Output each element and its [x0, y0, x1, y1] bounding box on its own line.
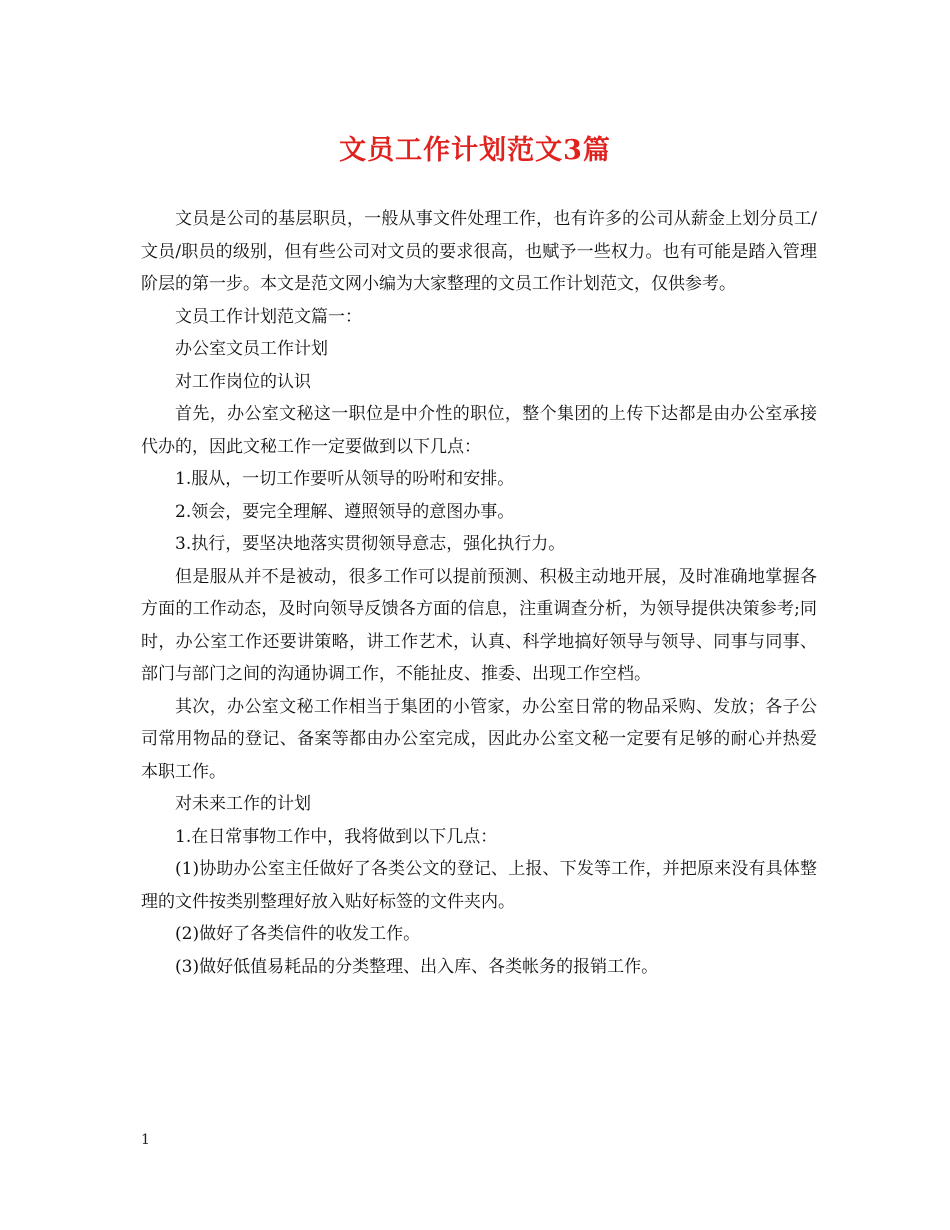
paragraph-second-point: 其次，办公室文秘工作相当于集团的小管家，办公室日常的物品采购、发放；各子公司常用物品的登记、备案等都由办公室完成，因此办公室文秘一定要有足够的耐心并热爱本职工作。: [141, 696, 817, 782]
paragraph-subtitle: 办公室文员工作计划: [175, 339, 328, 359]
paragraph-plan-subitem-2: (2)做好了各类信件的收发工作。: [175, 924, 421, 944]
document-body: [141, 203, 817, 983]
paragraph-list-item-3: 3.执行，要坚决地落实贯彻领导意志，强化执行力。: [175, 534, 566, 554]
paragraph-intro: 文员是公司的基层职员，一般从事文件处理工作，也有许多的公司从薪金上划分员工/文员/职员的级别，但有些公司对文员的要求很高，也赋予一些权力。也有可能是踏入管理阶层的第一步。本文是范文网小编为大家整理的文员工作计划范文，仅供参考。: [141, 209, 817, 294]
paragraph-plan-item-1: 1.在日常事物工作中，我将做到以下几点：: [175, 826, 498, 847]
paragraph-plan-subitem-1: (1)协助办公室主任做好了各类公文的登记、上报、下发等工作，并把原来没有具体整理的文件按类别整理好放入贴好标签的文件夹内。: [141, 859, 817, 912]
paragraph-plan-subitem-3: (3)做好低值易耗品的分类整理、出入库、各类帐务的报销工作。: [175, 956, 659, 977]
paragraph-obedience: 但是服从并不是被动，很多工作可以提前预测、积极主动地开展，及时准确地掌握各方面的工作动态，及时向领导反馈各方面的信息，注重调查分析，为领导提供决策参考;同时，办公室工作还要讲策略，讲工作艺术，认真、科学地搞好领导与领导、同事与同事、部门与部门之间的沟通协调工作，不能扯皮、推委、出现工作空档。: [141, 566, 817, 684]
paragraph-heading-future-plan: 对未来工作的计划: [175, 794, 311, 814]
document-title: 文员工作计划范文3篇: [339, 135, 611, 166]
page-number: 1: [141, 1132, 150, 1148]
paragraph-first-point: 首先，办公室文秘这一职位是中介性的职位，整个集团的上传下达都是由办公室承接代办的，因此文秘工作一定要做到以下几点：: [141, 404, 817, 457]
paragraph-heading-job-understanding: 对工作岗位的认识: [175, 371, 311, 392]
paragraph-list-item-2: 2.领会，要完全理解、遵照领导的意图办事。: [175, 501, 515, 522]
paragraph-section-heading: 文员工作计划范文篇一：: [175, 306, 362, 327]
paragraph-list-item-1: 1.服从，一切工作要听从领导的吩咐和安排。: [175, 469, 515, 489]
